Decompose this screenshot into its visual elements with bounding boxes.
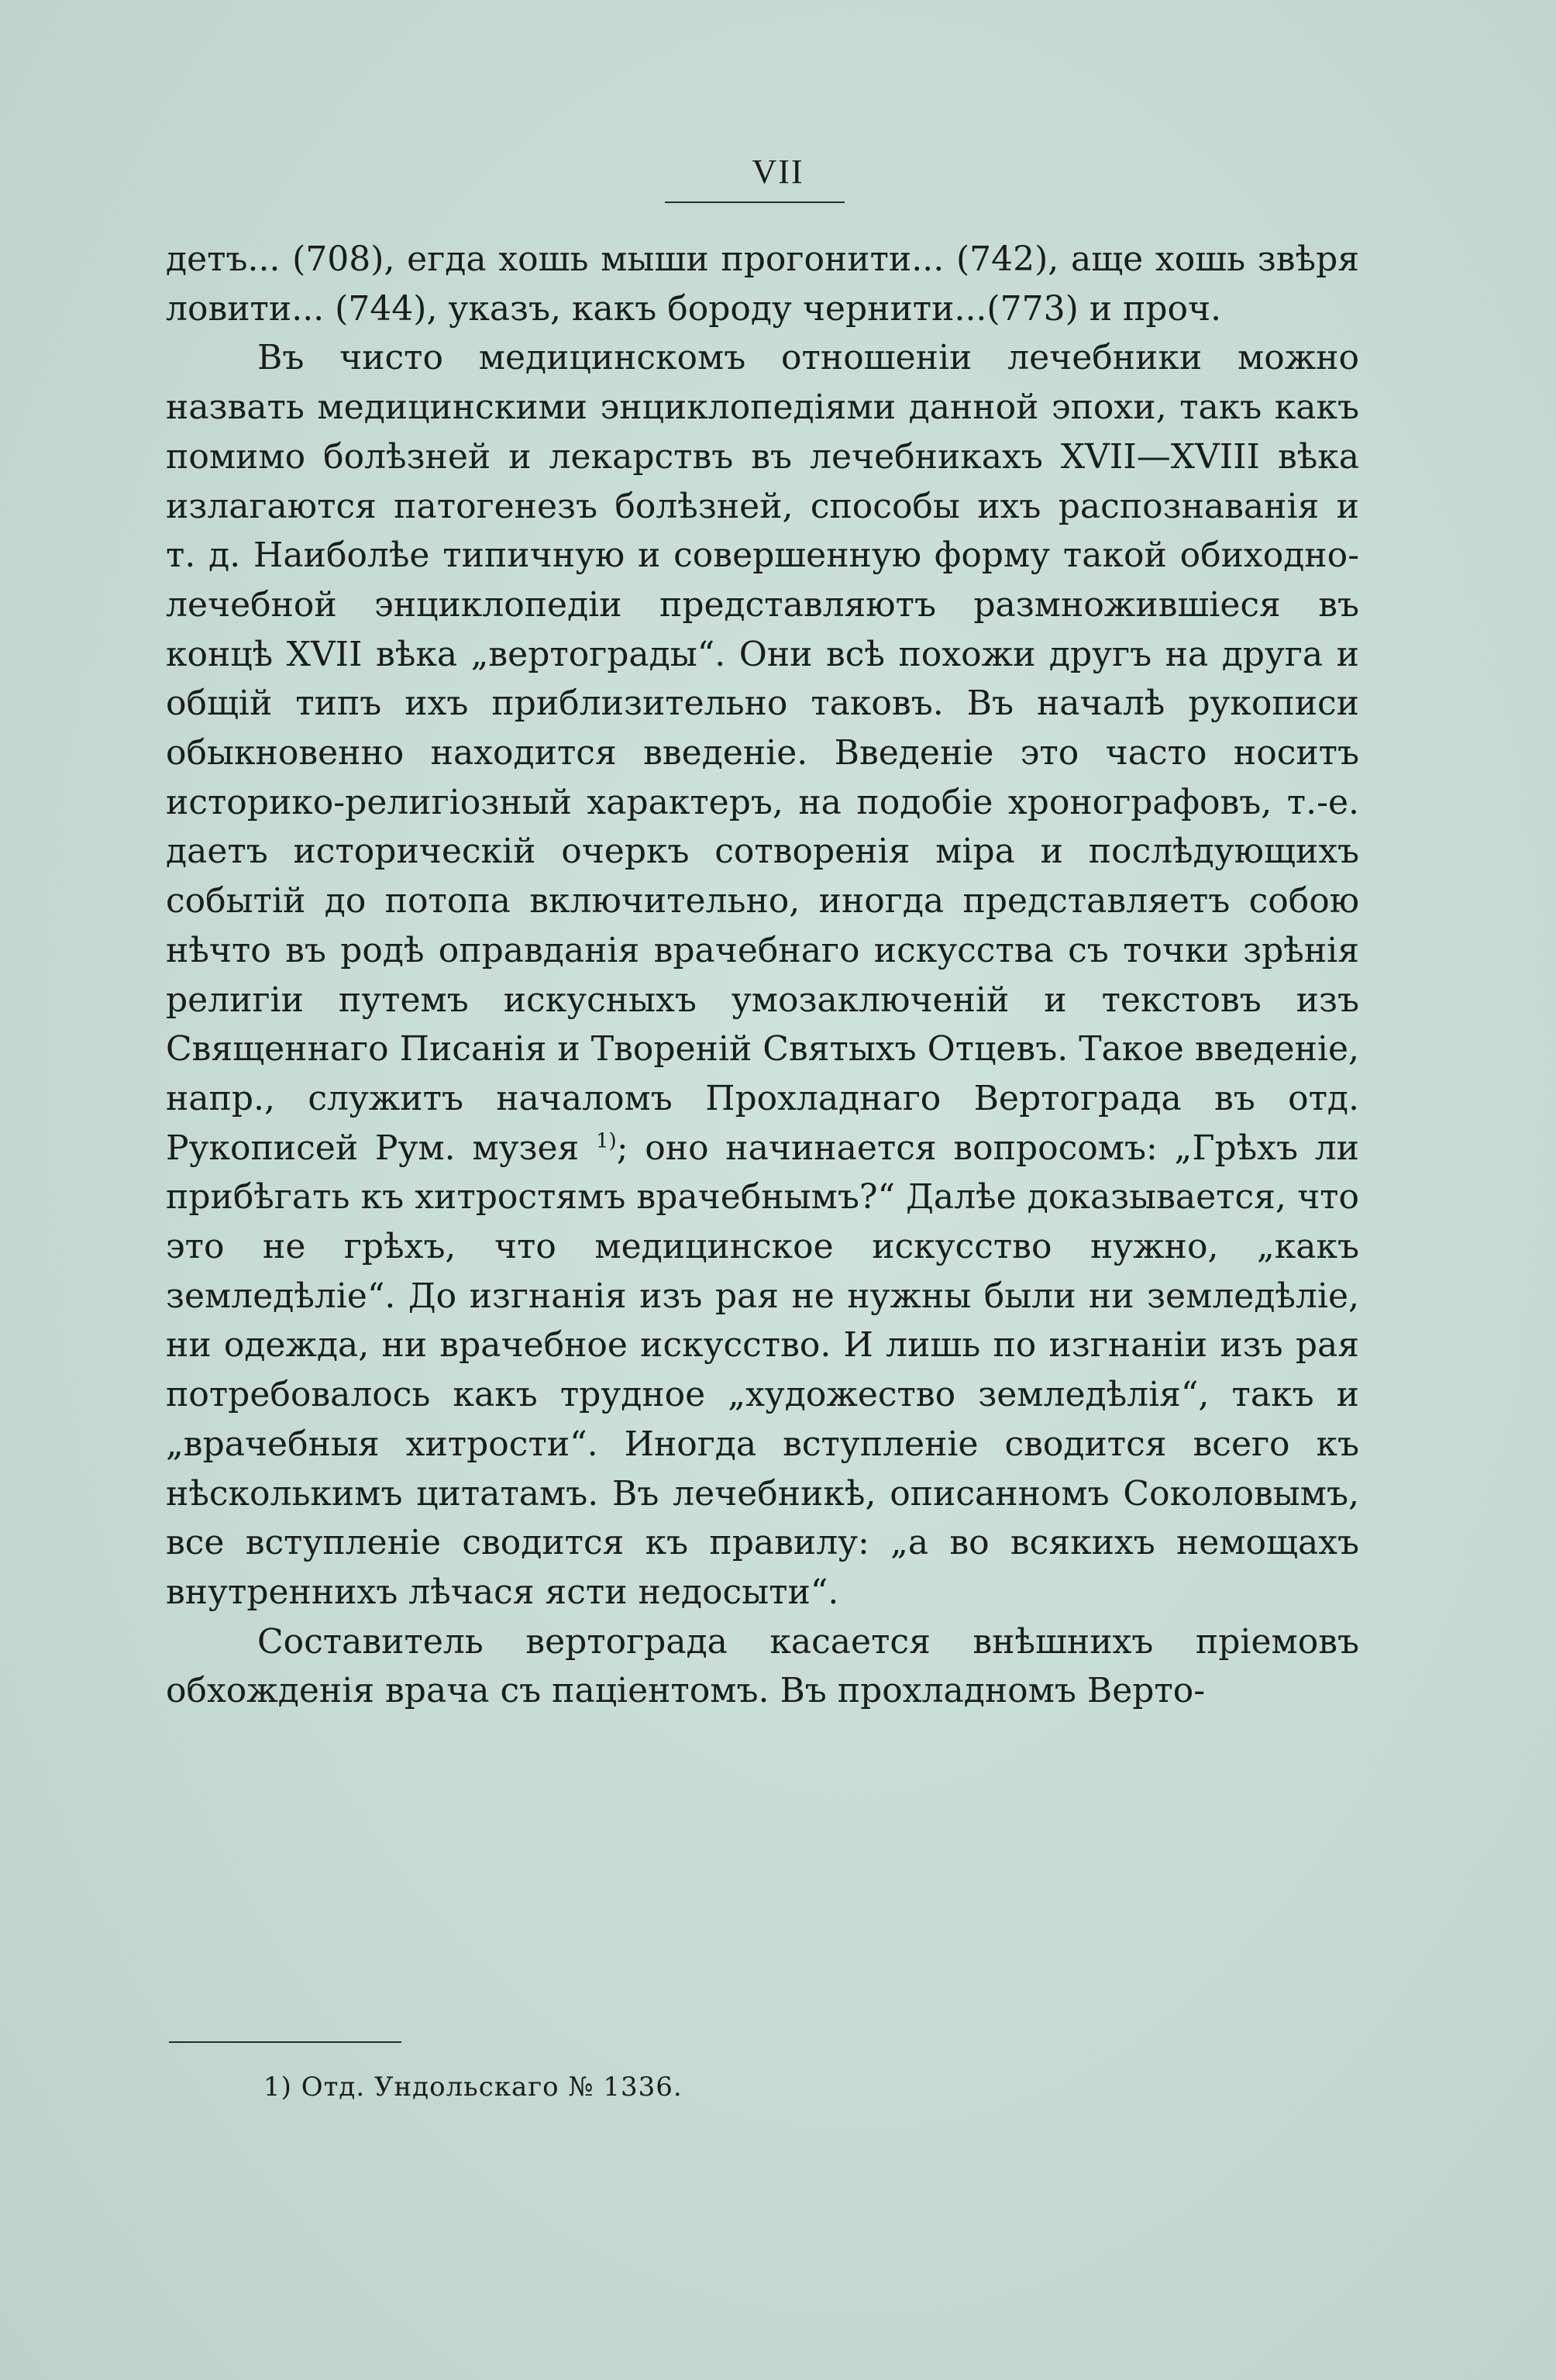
paragraph-2-continuation: ; оно начинается вопросомъ: „Грѣхъ ли прибѣгать къ хитростямъ врачебнымъ?“ Далѣе доказывается, что это не грѣхъ, что медицинское искусство нужно, „какъ земледѣліе“. До изгнанія изъ рая не нужны были ни земледѣліе, ни одежда, ни врачебное искусство. И лишь по изгнаніи изъ рая потребовалось какъ трудное „художество земледѣлія“, такъ и „врачебныя хитрости“. Иногда вступленіе сводится всего къ нѣсколькимъ цитатамъ. Въ лечебникѣ, описанномъ Соколовымъ, все вступленіе сводится къ правилу: „а во всякихъ немощахъ внутреннихъ лѣчася ясти недосыти“. bbox=[166, 1128, 1359, 1612]
footnote-text: Отд. Ундольскаго № 1336. bbox=[301, 2072, 683, 2103]
paragraph-2 bbox=[166, 333, 1359, 1617]
footnote bbox=[263, 2068, 683, 2106]
header-rule bbox=[665, 201, 845, 203]
footnote-reference: 1) bbox=[596, 1129, 617, 1152]
footnote-marker: 1) bbox=[263, 2072, 292, 2103]
paragraph-2-text: Въ чисто медицинскомъ отношеніи лечебники можно назвать медицинскими энциклопедіями данной эпохи, такъ какъ помимо болѣзней и лекарствъ въ лечебникахъ XVII—XVIII вѣка излагаются патогенезъ болѣзней, способы ихъ распознаванія и т. д. Наиболѣе типичную и совершенную форму такой обиходно-лечебной энциклопедіи представляютъ размножившіеся въ концѣ XVII вѣка „вертограды“. Они всѣ похожи другъ на друга и общій типъ ихъ приблизительно таковъ. Въ началѣ рукописи обыкновенно находится введеніе. Введеніе это часто носитъ историко-религіозный характеръ, на подобіе хронографовъ, т.-е. даетъ историческій очеркъ сотворенія міра и послѣдующихъ событій до потопа включительно, иногда представляетъ собою нѣчто въ родѣ оправданія врачебнаго искусства съ точки зрѣнія религіи путемъ искусныхъ умозаключеній и текстовъ изъ Священнаго Писанія и Твореній Святыхъ Отцевъ. Такое введеніе, напр., служитъ началомъ Прохладнаго Вертограда въ отд. Рукописей Рум. музея bbox=[166, 338, 1359, 1168]
paragraph-1: детъ... (708), егда хошь мыши прогонити... (742), аще хошь звѣря ловити... (744), указъ, какъ бороду чернити...(773) и проч. bbox=[166, 239, 1359, 329]
page-number: VII bbox=[752, 153, 804, 191]
body-text bbox=[166, 235, 1359, 1716]
footnote-rule bbox=[169, 2041, 401, 2043]
paragraph-3: Составитель вертограда касается внѣшнихъ пріемовъ обхожденія врача съ паціентомъ. Въ прохладномъ Верто- bbox=[166, 1621, 1359, 1711]
